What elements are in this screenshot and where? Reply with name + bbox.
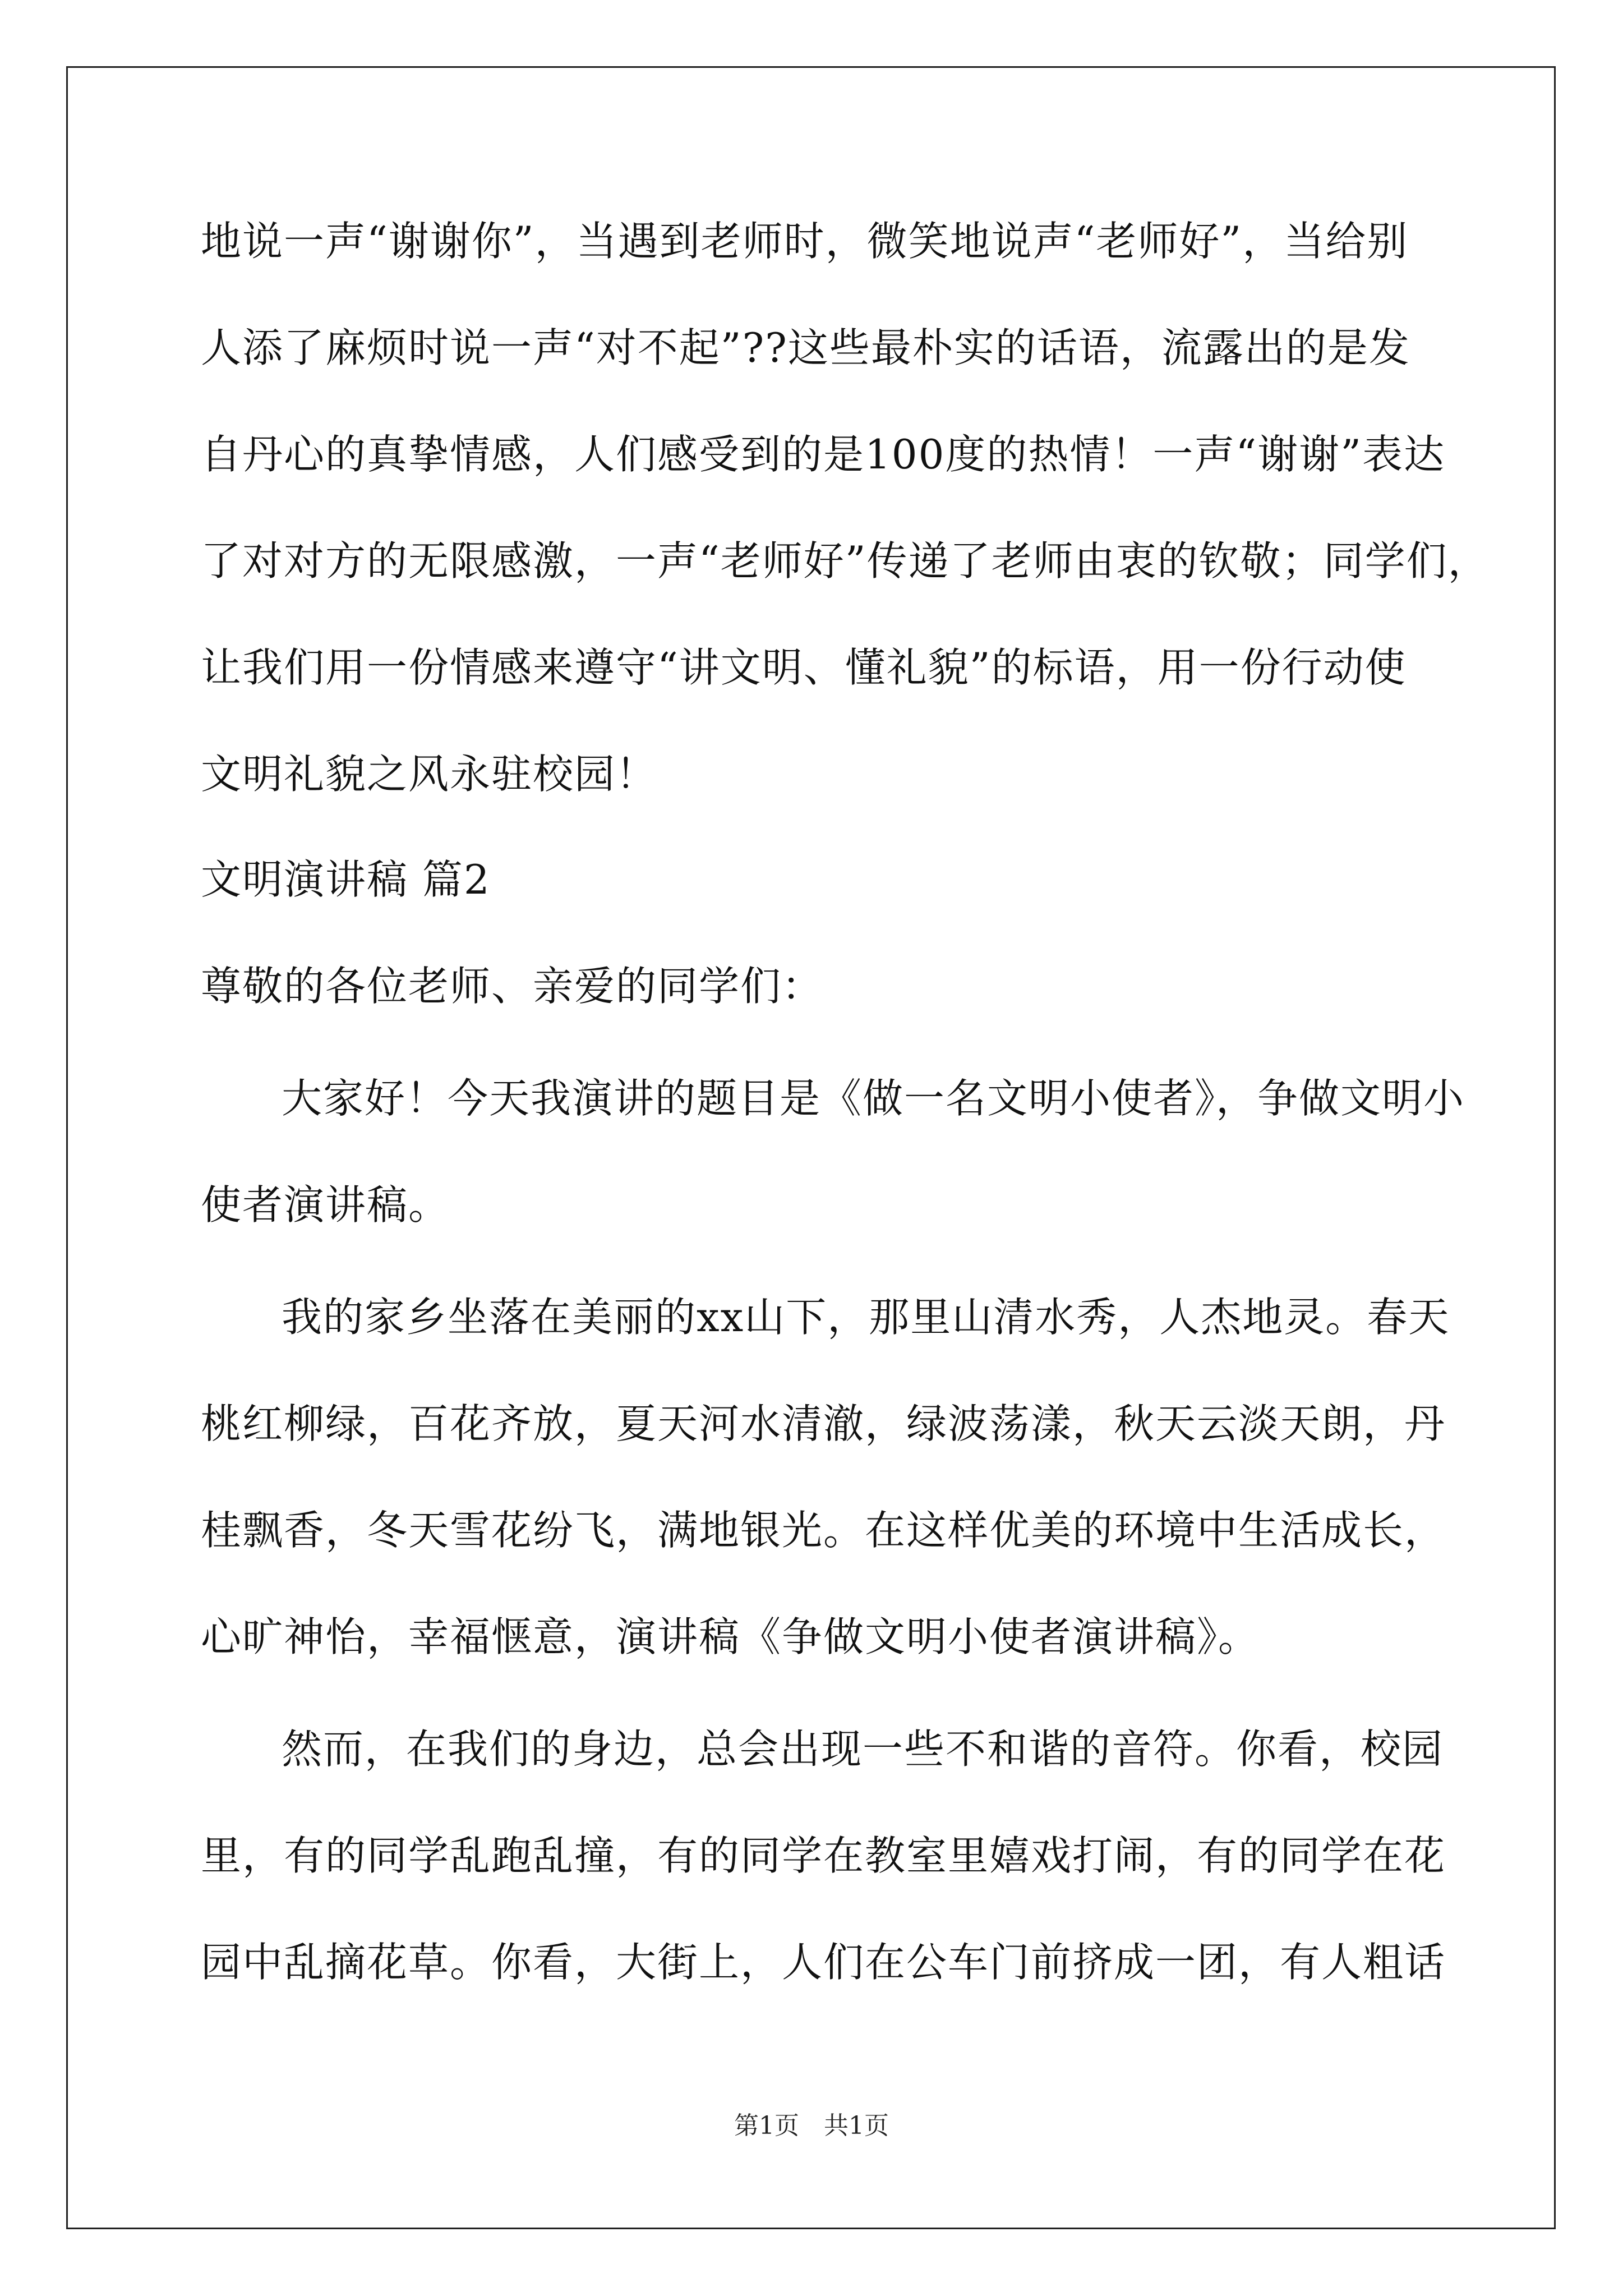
text-line: 园中乱摘花草。你看，大街上，人们在公车门前挤成一团，有人粗话: [201, 1939, 1446, 1986]
text-line: 人添了麻烦时说一声“对不起”??这些最朴实的话语，流露出的是发: [201, 324, 1410, 371]
text-line: 自丹心的真挚情感，人们感受到的是100度的热情！一声“谢谢”表达: [201, 431, 1446, 478]
page-border: [66, 66, 1556, 2229]
text-line: 我的家乡坐落在美丽的xx山下，那里山清水秀，人杰地灵。春天: [282, 1294, 1450, 1341]
text-line: 让我们用一份情感来遵守“讲文明、懂礼貌”的标语，用一份行动使: [201, 644, 1407, 691]
page-footer: 第1页 共1页: [734, 2111, 889, 2140]
text-line: 里，有的同学乱跑乱撞，有的同学在教室里嬉戏打闹，有的同学在花: [201, 1832, 1446, 1879]
text-line: 文明礼貌之风永驻校园！: [201, 751, 658, 798]
section-heading: 文明演讲稿 篇2: [201, 856, 491, 903]
text-line: 桂飘香，冬天雪花纷飞，满地银光。在这样优美的环境中生活成长，: [201, 1507, 1446, 1554]
salutation: 尊敬的各位老师、亲爱的同学们：: [201, 963, 824, 1010]
text-line: 了对对方的无限感激，一声“老师好”传递了老师由衷的钦敬；同学们，: [201, 537, 1490, 585]
text-line: 心旷神怡，幸福惬意，演讲稿《争做文明小使者演讲稿》。: [201, 1613, 1260, 1660]
text-line: 使者演讲稿。: [201, 1181, 450, 1228]
text-line: 大家好！今天我演讲的题目是《做一名文明小使者》，争做文明小: [282, 1075, 1465, 1122]
text-line: 地说一声“谢谢你”，当遇到老师时，微笑地说声“老师好”，当给别: [201, 218, 1409, 265]
text-line: 桃红柳绿，百花齐放，夏天河水清澈，绿波荡漾，秋天云淡天朗，丹: [201, 1400, 1446, 1447]
text-line: 然而，在我们的身边，总会出现一些不和谐的音符。你看，校园: [282, 1726, 1444, 1773]
